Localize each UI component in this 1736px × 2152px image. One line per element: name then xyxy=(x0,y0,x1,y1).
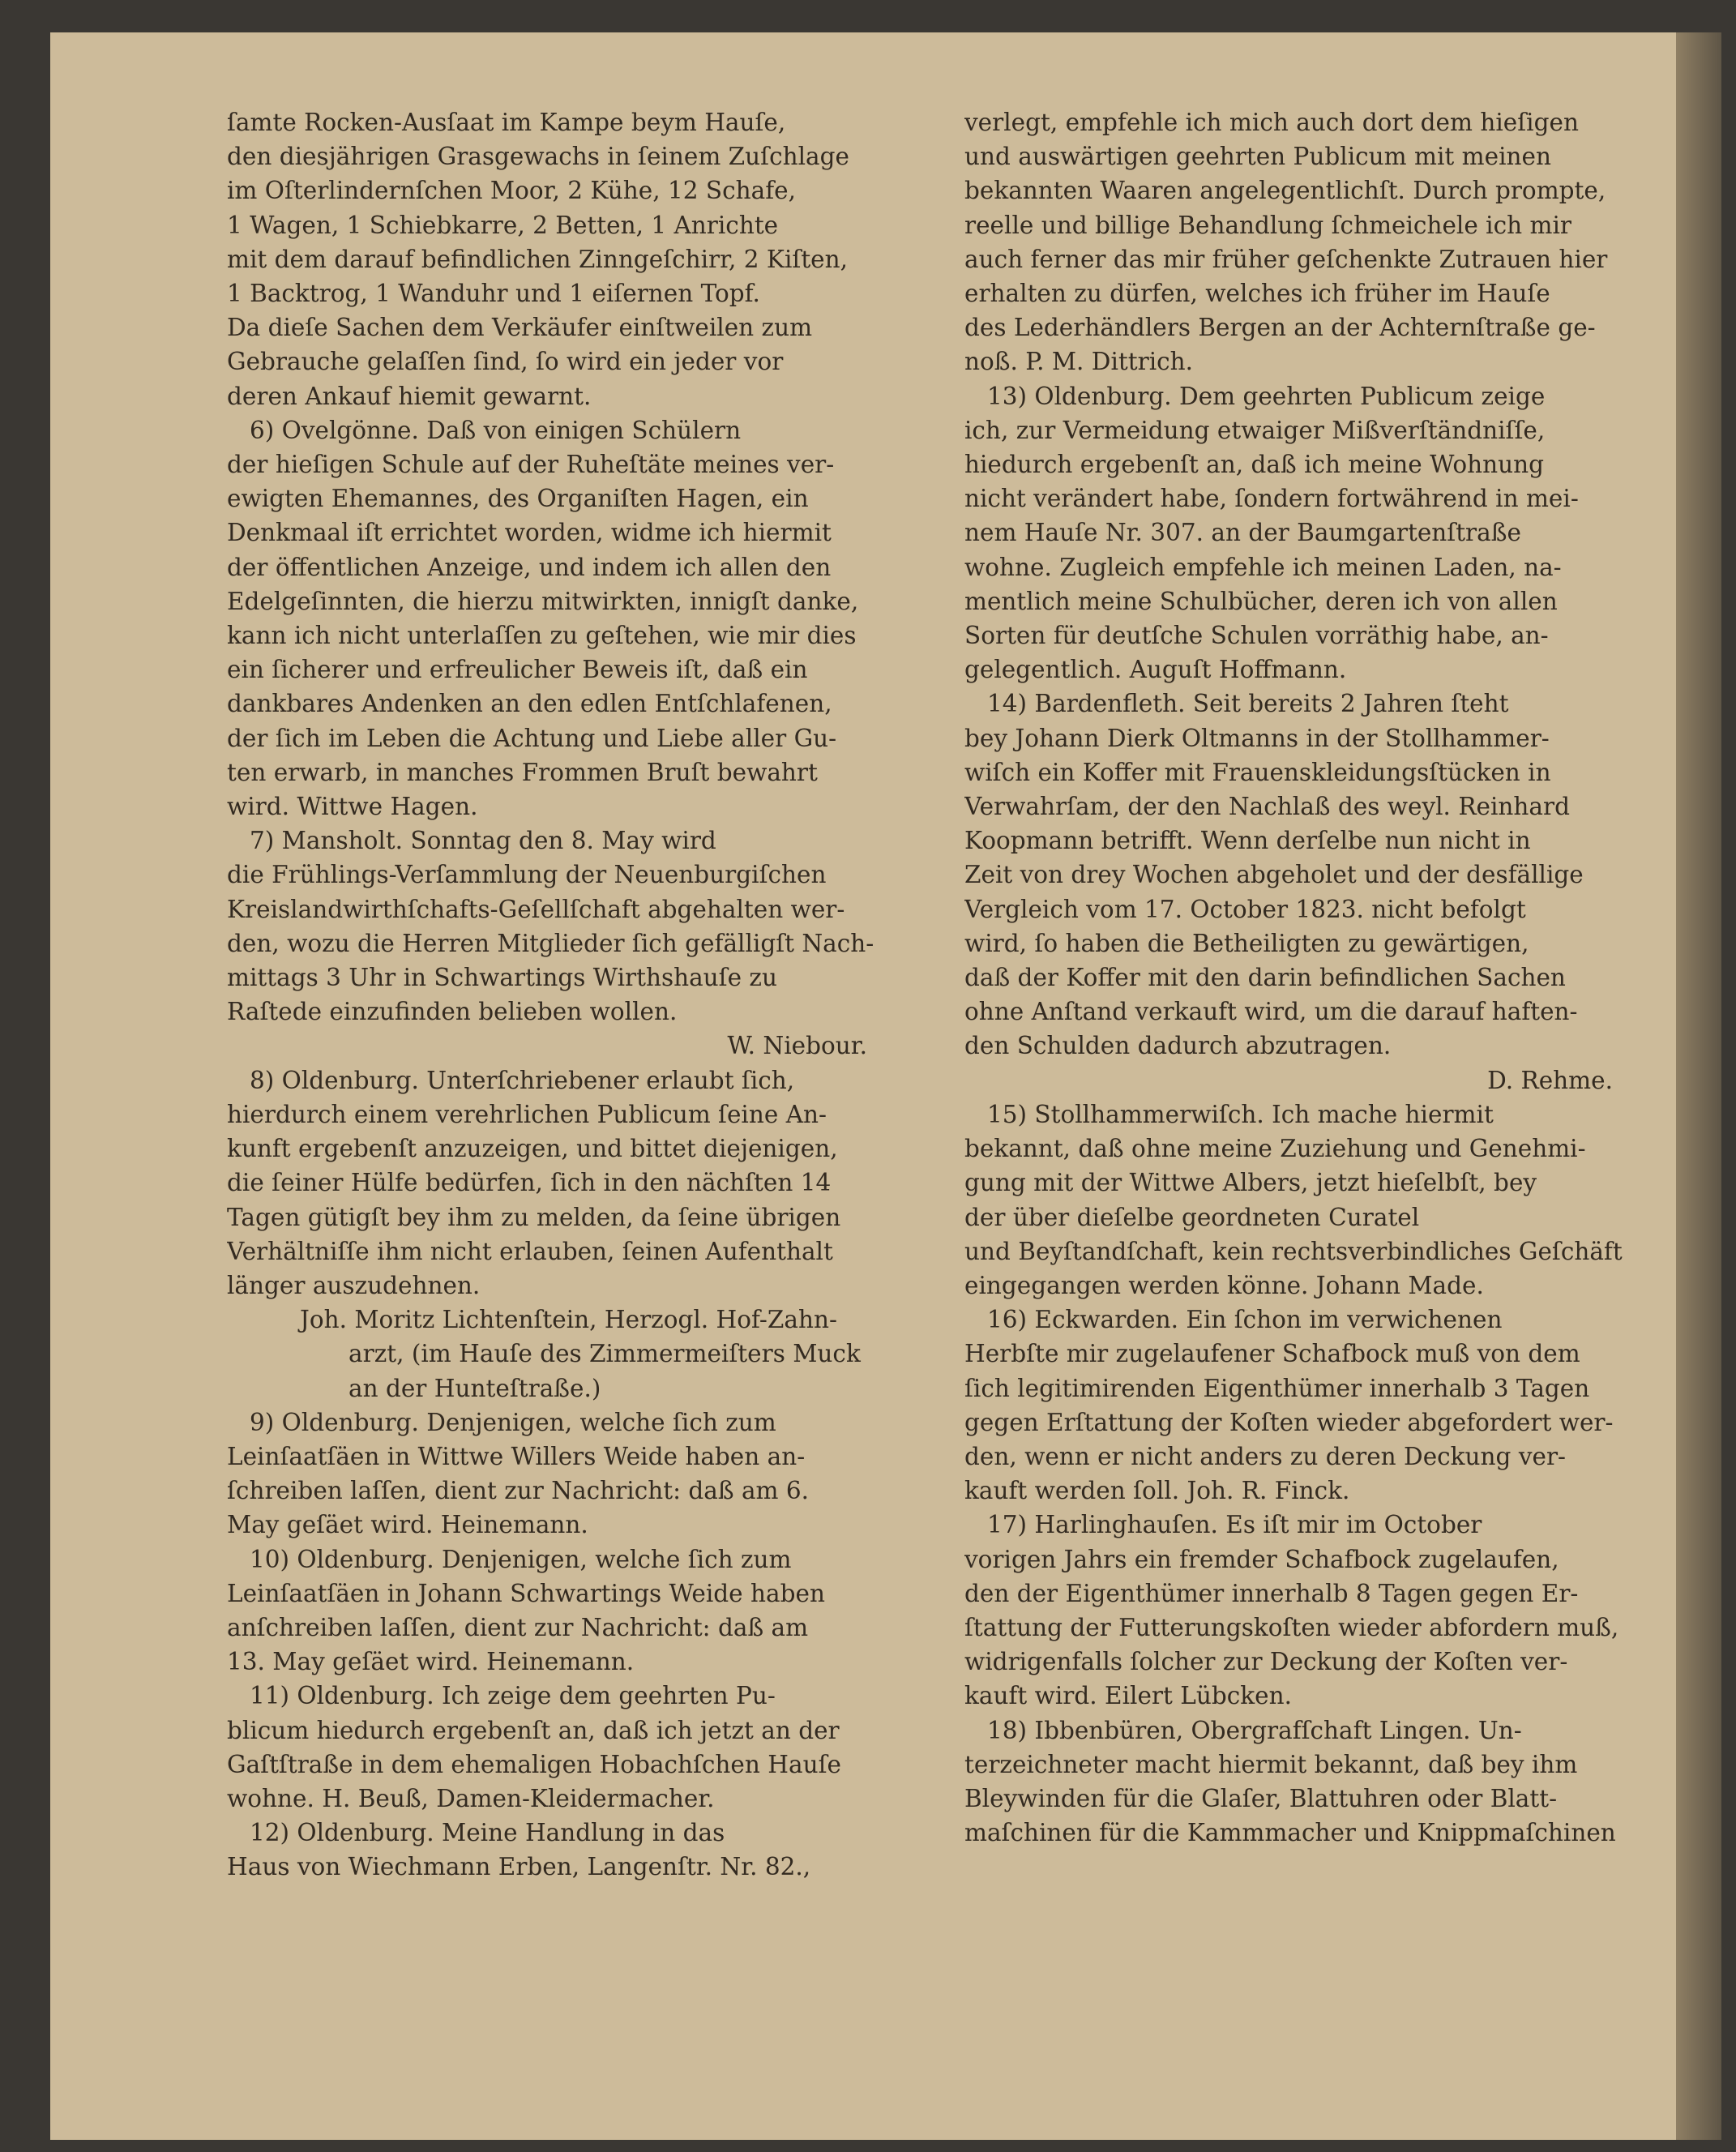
text-line: ohne Anſtand verkauft wird, um die darauf haften- xyxy=(964,998,1578,1026)
text-line: länger auszudehnen. xyxy=(227,1271,481,1299)
text-line: eingegangen werden könne. Johann Made. xyxy=(964,1271,1484,1299)
text-line: die Frühlings-Verſammlung der Neuenburgiſchen xyxy=(227,861,827,889)
text-line: gegen Erſtattung der Koſten wieder abgefordert wer- xyxy=(964,1408,1614,1436)
text-line: wird, ſo haben die Betheiligten zu gewärtigen, xyxy=(964,929,1529,957)
text-line: bekannten Waaren angelegentlichſt. Durch prompte, xyxy=(964,177,1606,205)
text-line: den, wozu die Herren Mitglieder ſich gefälligſt Nach- xyxy=(227,929,874,957)
text-line: den diesjährigen Grasgewachs in ſeinem Zuſchlage xyxy=(227,143,849,171)
text-line: maſchinen für die Kammmacher und Knippmaſchinen xyxy=(964,1819,1616,1847)
text-line: wird. Wittwe Hagen. xyxy=(227,793,478,821)
text-line: 1 Backtrog, 1 Wanduhr und 1 eiſernen Topf. xyxy=(227,280,760,308)
text-line: arzt, (im Hauſe des Zimmermeiſters Muck xyxy=(348,1340,861,1368)
text-line: Kreislandwirthſchafts-Geſellſchaft abgehalten wer- xyxy=(227,895,845,923)
text-line: ſtattung der Futterungskoſten wieder abfordern muß, xyxy=(964,1613,1619,1641)
text-line: nem Hauſe Nr. 307. an der Baumgartenſtraße xyxy=(964,519,1521,547)
text-line: Zeit von drey Wochen abgeholet und der desfällige xyxy=(964,861,1584,889)
text-line: Vergleich vom 17. October 1823. nicht befolgt xyxy=(964,895,1526,923)
text-line: den der Eigenthümer innerhalb 8 Tagen gegen Er- xyxy=(964,1579,1579,1607)
text-line: 14) Bardenfleth. Seit bereits 2 Jahren ſteht xyxy=(987,690,1509,718)
text-line: kauft werden ſoll. Joh. R. Finck. xyxy=(964,1477,1350,1505)
text-line: reelle und billige Behandlung ſchmeichele ich mir xyxy=(964,211,1572,239)
text-line: 11) Oldenburg. Ich zeige dem geehrten Pu- xyxy=(250,1682,776,1710)
left-text-column xyxy=(227,105,932,1885)
text-line: bey Johann Dierk Oltmanns in der Stollhammer- xyxy=(964,724,1550,752)
text-line: dankbares Andenken an den edlen Entſchlafenen, xyxy=(227,690,832,718)
text-line: wiſch ein Koffer mit Frauenskleidungsſtücken in xyxy=(964,758,1551,786)
text-line: Tagen gütigſt bey ihm zu melden, da ſeine übrigen xyxy=(227,1203,841,1231)
text-line: 15) Stollhammerwiſch. Ich mache hiermit xyxy=(987,1100,1494,1128)
text-line: kann ich nicht unterlaſſen zu geſtehen, wie mir dies xyxy=(227,622,857,650)
text-line: nicht verändert habe, ſondern fortwährend in mei- xyxy=(964,485,1579,513)
text-line: 8) Oldenburg. Unterſchriebener erlaubt ſich, xyxy=(250,1066,795,1094)
text-line: Gaſtſtraße in dem ehemaligen Hobachſchen Hauſe xyxy=(227,1750,841,1778)
text-line: gelegentlich. Auguſt Hoffmann. xyxy=(964,656,1347,684)
text-line: Koopmann betrifft. Wenn derſelbe nun nicht in xyxy=(964,827,1531,855)
text-line: daß der Koffer mit den darin befindlichen Sachen xyxy=(964,964,1566,992)
text-line: verlegt, empfehle ich mich auch dort dem hieſigen xyxy=(964,109,1579,136)
text-line: mentlich meine Schulbücher, deren ich von allen xyxy=(964,587,1558,615)
text-line: Herbſte mir zugelaufener Schafbock muß von dem xyxy=(964,1340,1580,1368)
text-line: den, wenn er nicht anders zu deren Deckung ver- xyxy=(964,1442,1567,1470)
text-line: Verhältniſſe ihm nicht erlauben, ſeinen Aufenthalt xyxy=(227,1237,833,1265)
text-line: Bleywinden für die Glaſer, Blattuhren oder Blatt- xyxy=(964,1784,1558,1812)
page-edge xyxy=(1676,32,1721,2140)
text-line: der über dieſelbe geordneten Curatel xyxy=(964,1203,1420,1231)
text-line: der öffentlichen Anzeige, und indem ich allen den xyxy=(227,553,832,581)
text-line: terzeichneter macht hiermit bekannt, daß bey ihm xyxy=(964,1750,1578,1778)
text-line: W. Niebour. xyxy=(727,1032,867,1060)
text-line: 7) Mansholt. Sonntag den 8. May wird xyxy=(250,827,716,855)
text-line: blicum hiedurch ergebenſt an, daß ich jetzt an der xyxy=(227,1716,840,1744)
text-line: hierdurch einem verehrlichen Publicum ſeine An- xyxy=(227,1100,827,1128)
text-line: 17) Harlinghauſen. Es iſt mir im October xyxy=(987,1511,1482,1539)
text-line: 9) Oldenburg. Denjenigen, welche ſich zum xyxy=(250,1408,776,1436)
text-line: 12) Oldenburg. Meine Handlung in das xyxy=(250,1819,725,1847)
text-line: 16) Eckwarden. Ein ſchon im verwichenen xyxy=(987,1306,1503,1334)
text-line: ewigten Ehemannes, des Organiſten Hagen, ein xyxy=(227,485,809,513)
text-line: der hieſigen Schule auf der Ruheſtäte meines ver- xyxy=(227,451,835,479)
text-line: wohne. Zugleich empfehle ich meinen Laden, na- xyxy=(964,553,1562,581)
text-line: ein ſicherer und erfreulicher Beweis iſt, daß ein xyxy=(227,656,808,684)
text-line: 18) Ibbenbüren, Obergrafſchaft Lingen. Un- xyxy=(987,1716,1522,1744)
text-line: Edelgeſinnten, die hierzu mitwirkten, innigſt danke, xyxy=(227,587,859,615)
text-line: erhalten zu dürfen, welches ich früher im Hauſe xyxy=(964,280,1550,308)
text-line: Raſtede einzufinden belieben wollen. xyxy=(227,998,678,1026)
text-line: Da dieſe Sachen dem Verkäufer einſtweilen zum xyxy=(227,314,813,342)
text-line: 10) Oldenburg. Denjenigen, welche ſich zum xyxy=(250,1545,792,1573)
text-line: Gebrauche gelaſſen ſind, ſo wird ein jeder vor xyxy=(227,348,784,376)
text-line: ſich legitimirenden Eigenthümer innerhalb 3 Tagen xyxy=(964,1374,1590,1402)
text-line: ich, zur Vermeidung etwaiger Mißverſtändniſſe, xyxy=(964,416,1546,444)
text-line: D. Rehme. xyxy=(1487,1066,1613,1094)
text-line: 13) Oldenburg. Dem geehrten Publicum zeige xyxy=(987,382,1546,410)
text-line: an der Hunteſtraße.) xyxy=(348,1374,601,1402)
text-line: deren Ankauf hiemit gewarnt. xyxy=(227,382,592,410)
text-line: kunft ergebenſt anzuzeigen, und bittet diejenigen, xyxy=(227,1135,838,1163)
text-line: wohne. H. Beuß, Damen-Kleidermacher. xyxy=(227,1784,715,1812)
text-line: und auswärtigen geehrten Publicum mit meinen xyxy=(964,143,1551,171)
text-line: widrigenfalls ſolcher zur Deckung der Koſten ver- xyxy=(964,1648,1568,1676)
text-line: May geſäet wird. Heinemann. xyxy=(227,1511,588,1539)
text-line: mittags 3 Uhr in Schwartings Wirthshauſe zu xyxy=(227,964,777,992)
text-line: ſamte Rocken-Ausſaat im Kampe beym Hauſe, xyxy=(227,109,786,136)
text-line: den Schulden dadurch abzutragen. xyxy=(964,1032,1392,1060)
text-line: Joh. Moritz Lichtenſtein, Herzogl. Hof-Zahn- xyxy=(300,1306,837,1334)
text-line: Leinſaatſäen in Wittwe Willers Weide haben an- xyxy=(227,1442,806,1470)
text-line: der ſich im Leben die Achtung und Liebe aller Gu- xyxy=(227,724,837,752)
text-line: bekannt, daß ohne meine Zuziehung und Genehmi- xyxy=(964,1135,1586,1163)
text-line: anſchreiben laſſen, dient zur Nachricht: daß am xyxy=(227,1613,809,1641)
text-line: vorigen Jahrs ein fremder Schafbock zugelaufen, xyxy=(964,1545,1559,1573)
text-line: 1 Wagen, 1 Schiebkarre, 2 Betten, 1 Anrichte xyxy=(227,211,779,239)
text-line: gung mit der Wittwe Albers, jetzt hieſelbſt, bey xyxy=(964,1169,1537,1197)
text-line: noß. P. M. Dittrich. xyxy=(964,348,1194,376)
text-line: ſchreiben laſſen, dient zur Nachricht: daß am 6. xyxy=(227,1477,810,1505)
text-line: kauft wird. Eilert Lübcken. xyxy=(964,1682,1292,1710)
text-line: Verwahrſam, der den Nachlaß des weyl. Reinhard xyxy=(964,793,1570,821)
text-line: Denkmaal iſt errichtet worden, widme ich hiermit xyxy=(227,519,832,547)
text-line: die ſeiner Hülfe bedürfen, ſich in den nächſten 14 xyxy=(227,1169,832,1197)
text-line: Sorten für deutſche Schulen vorräthig habe, an- xyxy=(964,622,1549,650)
text-line: hiedurch ergebenſt an, daß ich meine Wohnung xyxy=(964,451,1545,479)
text-line: mit dem darauf befindlichen Zinngeſchirr, 2 Kiſten, xyxy=(227,245,849,273)
text-line: im Oſterlindernſchen Moor, 2 Kühe, 12 Schafe, xyxy=(227,177,796,205)
text-line: ten erwarb, in manches Frommen Bruſt bewahrt xyxy=(227,758,818,786)
text-line: und Beyſtandſchaft, kein rechtsverbindliches Geſchäft xyxy=(964,1237,1623,1265)
text-line: auch ferner das mir früher geſchenkte Zutrauen hier xyxy=(964,245,1608,273)
text-line: des Lederhändlers Bergen an der Achternſtraße ge- xyxy=(964,314,1596,342)
text-line: 6) Ovelgönne. Daß von einigen Schülern xyxy=(250,416,742,444)
text-line: 13. May geſäet wird. Heinemann. xyxy=(227,1648,635,1676)
text-line: Haus von Wiechmann Erben, Langenſtr. Nr. 82., xyxy=(227,1853,811,1881)
right-text-column xyxy=(964,105,1678,1850)
text-line: Leinſaatſäen in Johann Schwartings Weide haben xyxy=(227,1579,825,1607)
